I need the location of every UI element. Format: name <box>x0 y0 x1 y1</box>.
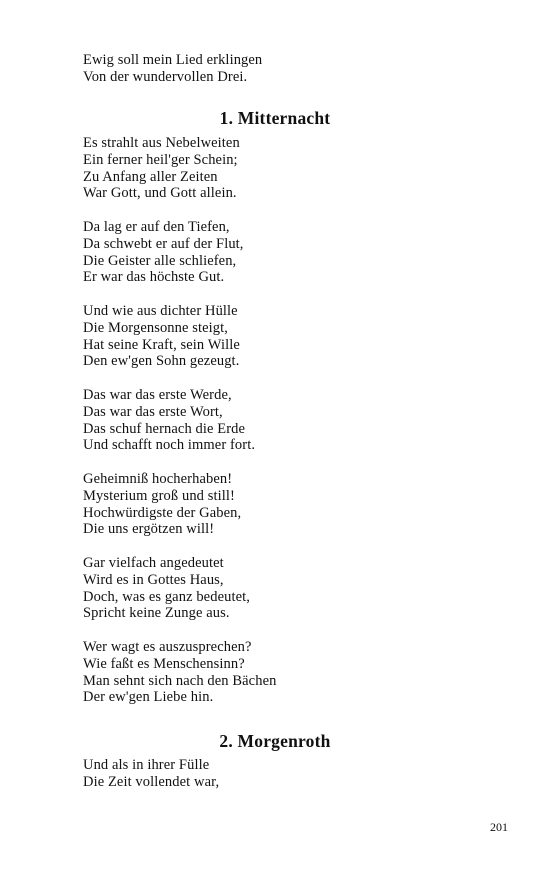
verse-line: Ein ferner heil'ger Schein; <box>83 151 238 168</box>
stanza <box>83 555 523 622</box>
verse-line: Mysterium groß und still! <box>83 487 235 504</box>
stanza <box>83 757 523 791</box>
verse-line: Hochwürdigste der Gaben, <box>83 504 242 521</box>
verse-line: Geheimniß hocherhaben! <box>83 470 233 487</box>
verse-line: Wird es in Gottes Haus, <box>83 571 224 588</box>
verse-line: Von der wundervollen Drei. <box>83 68 248 85</box>
section-heading: 1. Mitternacht <box>219 108 331 128</box>
section-morgenroth <box>83 730 523 752</box>
verse-line: Er war das höchste Gut. <box>83 269 225 286</box>
verse-line: Und wie aus dichter Hülle <box>83 302 238 319</box>
verse-line: Zu Anfang aller Zeiten <box>83 168 218 185</box>
verse-line: Das schuf hernach die Erde <box>83 420 246 437</box>
verse-line: Hat seine Kraft, sein Wille <box>83 336 240 353</box>
section-morgenroth-body <box>83 757 523 807</box>
verse-line: Der ew'gen Liebe hin. <box>83 689 214 706</box>
verse-line: Das war das erste Werde, <box>83 386 232 403</box>
verse-line: Wer wagt es auszusprechen? <box>83 638 252 655</box>
stanza <box>83 471 523 538</box>
intro-stanza <box>83 52 523 86</box>
verse-line: Ewig soll mein Lied erklingen <box>83 52 263 68</box>
verse-line: Man sehnt sich nach den Bächen <box>83 672 277 689</box>
stanza <box>83 219 523 286</box>
verse-line: Den ew'gen Sohn gezeugt. <box>83 353 240 370</box>
verse-line: Das war das erste Wort, <box>83 403 223 420</box>
verse-line: Und schafft noch immer fort. <box>83 437 256 454</box>
stanza <box>83 639 523 706</box>
verse-line: Die Zeit vollendet war, <box>83 773 220 790</box>
section-mitternacht-body <box>83 135 523 723</box>
verse-line: Es strahlt aus Nebelweiten <box>83 135 240 151</box>
stanza <box>83 387 523 454</box>
verse-line: Wie faßt es Menschensinn? <box>83 655 245 672</box>
stanza <box>83 303 523 370</box>
verse-line: Da schwebt er auf der Flut, <box>83 235 244 252</box>
verse-line: Die Morgensonne steigt, <box>83 319 228 336</box>
verse-line: Doch, was es ganz bedeutet, <box>83 588 250 605</box>
verse-line: Die uns ergötzen will! <box>83 521 215 538</box>
verse-line: Die Geister alle schliefen, <box>83 252 237 269</box>
stanza <box>83 135 523 202</box>
verse-line: Spricht keine Zunge aus. <box>83 605 230 622</box>
verse-line: Gar vielfach angedeutet <box>83 554 224 571</box>
verse-line: Da lag er auf den Tiefen, <box>83 218 230 235</box>
verse-line: War Gott, und Gott allein. <box>83 185 237 202</box>
section-mitternacht <box>83 107 523 129</box>
section-heading: 2. Morgenroth <box>219 731 331 751</box>
page-number: 201 <box>490 820 508 834</box>
verse-line: Und als in ihrer Fülle <box>83 757 210 773</box>
